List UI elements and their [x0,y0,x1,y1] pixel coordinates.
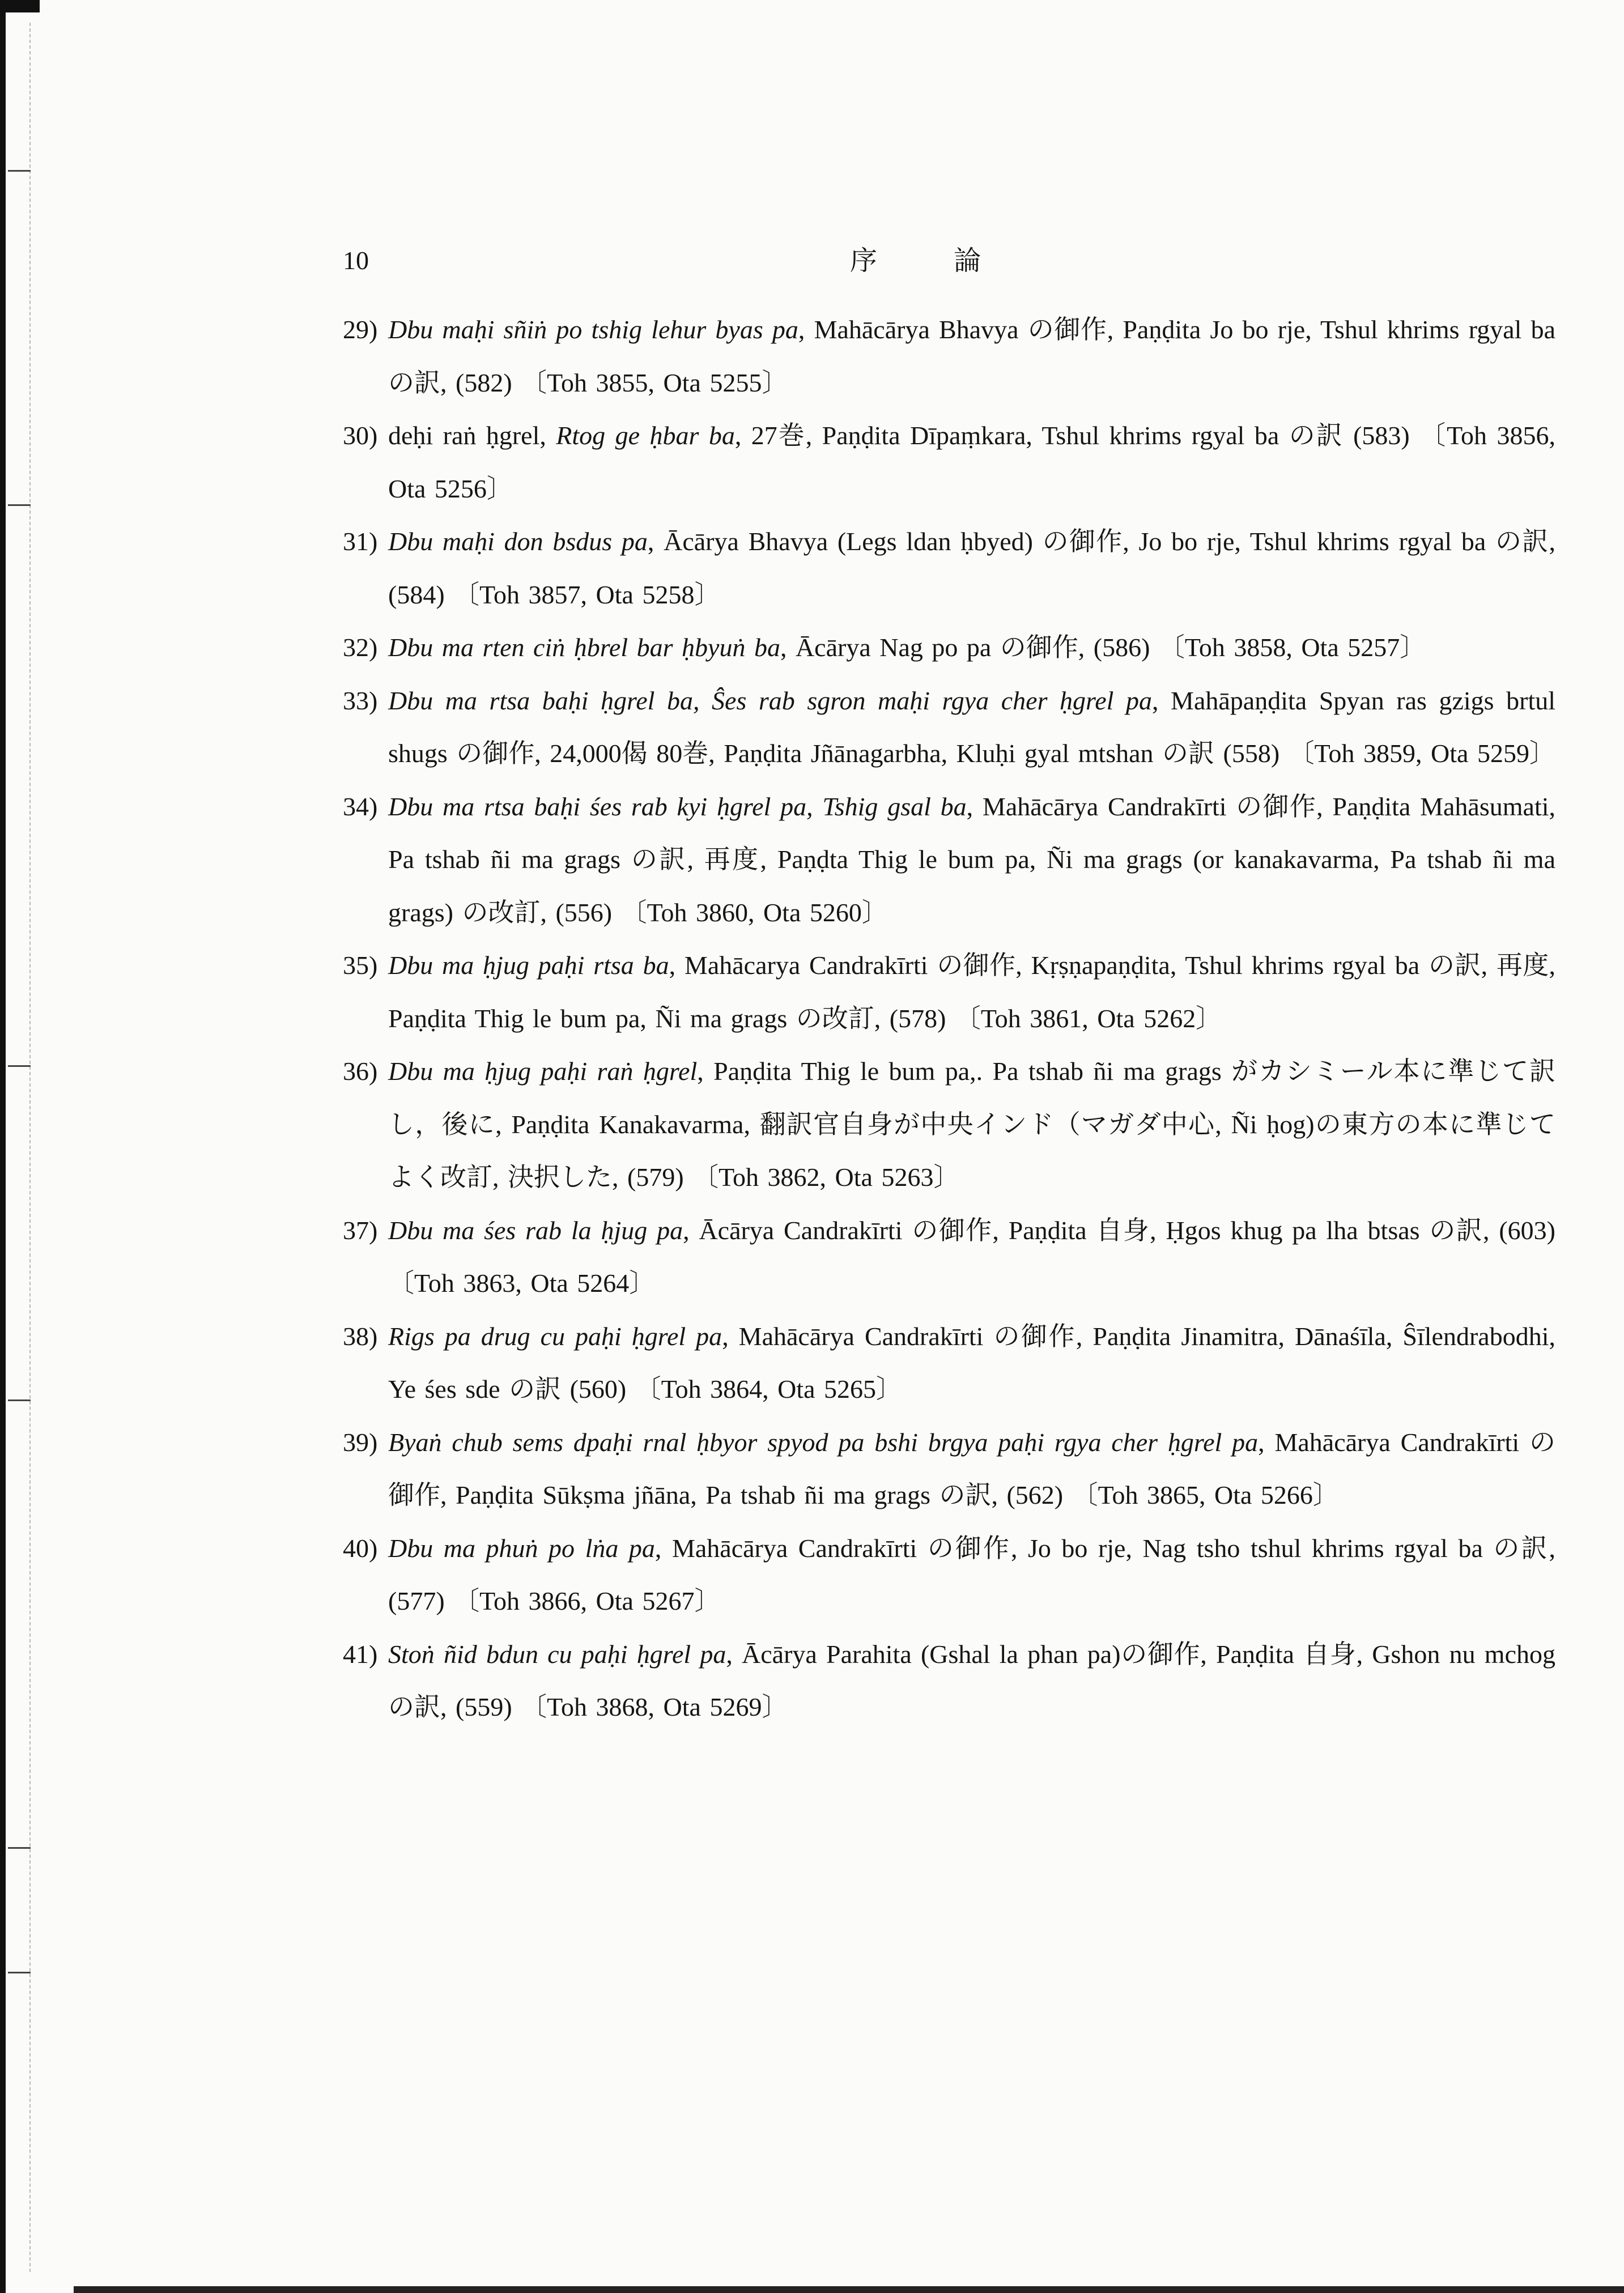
entry-text: , 27巻, Paṇḍita Dīpaṃkara, Tshul khrims rgyal ba の訳 (583) 〔Toh 3856, Ota 5256〕 [388,421,1555,503]
scan-top-corner [0,0,40,12]
entry-title: Dbu ma ḥjug paḥi raṅ ḥgrel [388,1057,698,1086]
scan-edge-mark [8,1847,31,1849]
entry-title: Stoṅ ñid bdun cu paḥi ḥgrel pa [388,1639,726,1669]
entry-text: , Ācārya Bhavya (Legs ldan ḥbyed) の御作, Jo bo rje, Tshul khrims rgyal ba の訳, (584) 〔Toh 3857, Ota 5258〕 [388,527,1555,609]
list-item [343,1522,1555,1628]
entry-title: Byaṅ chub sems dpaḥi rnal ḥbyor spyod pa bshi brgya paḥi rgya cher ḥgrel pa [388,1427,1259,1457]
list-item [343,409,1555,515]
list-item [343,1628,1555,1734]
entry-text: , Mahācārya Candrakīrti の御作, Paṇḍita Jinamitra, Dānaśīla, Ŝīlendrabodhi, Ye śes sde の訳 (560) 〔Toh 3864, Ota 5265〕 [388,1321,1555,1403]
entry-title: Dbu ma rten ciṅ ḥbrel bar ḥbyuṅ ba [388,633,780,662]
entry-text: , Mahācārya Bhavya の御作, Paṇḍita Jo bo rje, Tshul khrims rgyal ba の訳, (582) 〔Toh 3855, Ota 5255〕 [388,315,1555,397]
scan-edge-mark [8,504,31,506]
entry-title: Dbu ma ḥjug paḥi rtsa ba [388,951,669,980]
entry-number: 37) [343,1215,378,1245]
page-header [0,244,1624,278]
list-item [343,939,1555,1045]
entry-title: Dbu maḥi sñiṅ po tshig lehur byas pa [388,315,798,344]
entry-prefix: deḥi raṅ ḥgrel, [388,421,556,450]
entry-text: , Ācārya Parahita (Gshal la phan pa)の御作, Paṇḍita 自身, Gshon nu mchog の訳, (559) 〔Toh 3868, Ota 5269〕 [388,1639,1555,1721]
entry-number: 41) [343,1639,378,1669]
list-item [343,780,1555,939]
entry-number: 34) [343,792,378,821]
list-item [343,1045,1555,1204]
scan-edge-mark [8,1399,31,1401]
list-item [343,674,1555,780]
running-title: 序 論 [850,245,1015,276]
list-item [343,1416,1555,1522]
entry-number: 35) [343,951,378,980]
entry-number: 29) [343,315,378,344]
entry-title: Dbu ma phuṅ po lṅa pa [388,1533,655,1563]
entry-text: , Mahācarya Candrakīrti の御作, Kṛṣṇapaṇḍita, Tshul khrims rgyal ba の訳, 再度, Paṇḍita Thig le bum pa, Ñi ma grags の改訂, (578) 〔Toh 3861, Ota 5262〕 [388,951,1555,1033]
entry-title: Dbu ma śes rab la ḥjug pa [388,1215,683,1245]
entry-number: 30) [343,421,378,450]
entry-text: , Mahācārya Candrakīrti の御作, Jo bo rje, Nag tsho tshul khrims rgyal ba の訳, (577) 〔Toh 3866, Ota 5267〕 [388,1533,1555,1615]
entry-text: , Mahācārya Candrakīrti の御作, Paṇḍita Sūkṣma jñāna, Pa tshab ñi ma grags の訳, (562) 〔Toh 3865, Ota 5266〕 [388,1427,1555,1509]
entry-number: 33) [343,686,378,715]
scan-fold-line [29,23,31,2272]
entry-number: 38) [343,1321,378,1351]
scan-edge-mark [8,1065,31,1067]
entry-title: Dbu ma rtsa baḥi ḥgrel ba, Ŝes rab sgron maḥi rgya cher ḥgrel pa [388,686,1152,715]
entry-number: 32) [343,633,378,662]
entry-title: Rtog ge ḥbar ba [556,421,735,450]
list-item [343,303,1555,409]
entry-text: , Paṇḍita Thig le bum pa,. Pa tshab ñi ma grags がカシミール本に準じて訳し，後に, Paṇḍita Kanakavarma, 翻訳官自身が中央インド（マガダ中心, Ñi ḥog)の東方の本に準じてよく改訂, 決択した, (579) 〔Toh 3862, Ota 5263〕 [388,1057,1556,1192]
scan-edge-mark [8,170,31,172]
bibliography-list [343,303,1555,1734]
entry-number: 31) [343,527,378,556]
entry-text: , Mahācārya Candrakīrti の御作, Paṇḍita Mahāsumati, Pa tshab ñi ma grags の訳, 再度, Paṇḍta Thig le bum pa, Ñi ma grags (or kanakavarma, Pa tshab ñi ma grags) の改訂, (556) 〔Toh 3860, Ota 5260〕 [388,792,1556,927]
scan-edge-mark [8,1972,31,1973]
entry-title: Rigs pa drug cu paḥi ḥgrel pa [388,1321,722,1351]
list-item [343,515,1555,621]
scan-left-edge [0,0,6,2293]
entry-title: Dbu maḥi don bsdus pa [388,527,648,556]
list-item [343,1310,1555,1416]
entry-text: , Mahāpaṇḍita Spyan ras gzigs brtul shugs の御作, 24,000偈 80巻, Paṇḍita Jñānagarbha, Kluḥi gyal mtshan の訳 (558) 〔Toh 3859, Ota 5259〕 [388,686,1556,768]
entry-number: 36) [343,1057,378,1086]
list-item [343,621,1555,674]
entry-title: Dbu ma rtsa baḥi śes rab kyi ḥgrel pa, Tshig gsal ba [388,792,967,821]
entry-number: 40) [343,1533,378,1563]
entry-text: , Ācārya Candrakīrti の御作, Paṇḍita 自身, Ḥgos khug pa lha btsas の訳, (603) 〔Toh 3863, Ota 5264〕 [388,1215,1555,1297]
scan-bottom-edge [74,2286,1624,2293]
entry-text: , Ācārya Nag po pa の御作, (586) 〔Toh 3858, Ota 5257〕 [780,633,1426,662]
list-item [343,1204,1555,1310]
entry-number: 39) [343,1427,378,1457]
page-number: 10 [343,246,369,275]
